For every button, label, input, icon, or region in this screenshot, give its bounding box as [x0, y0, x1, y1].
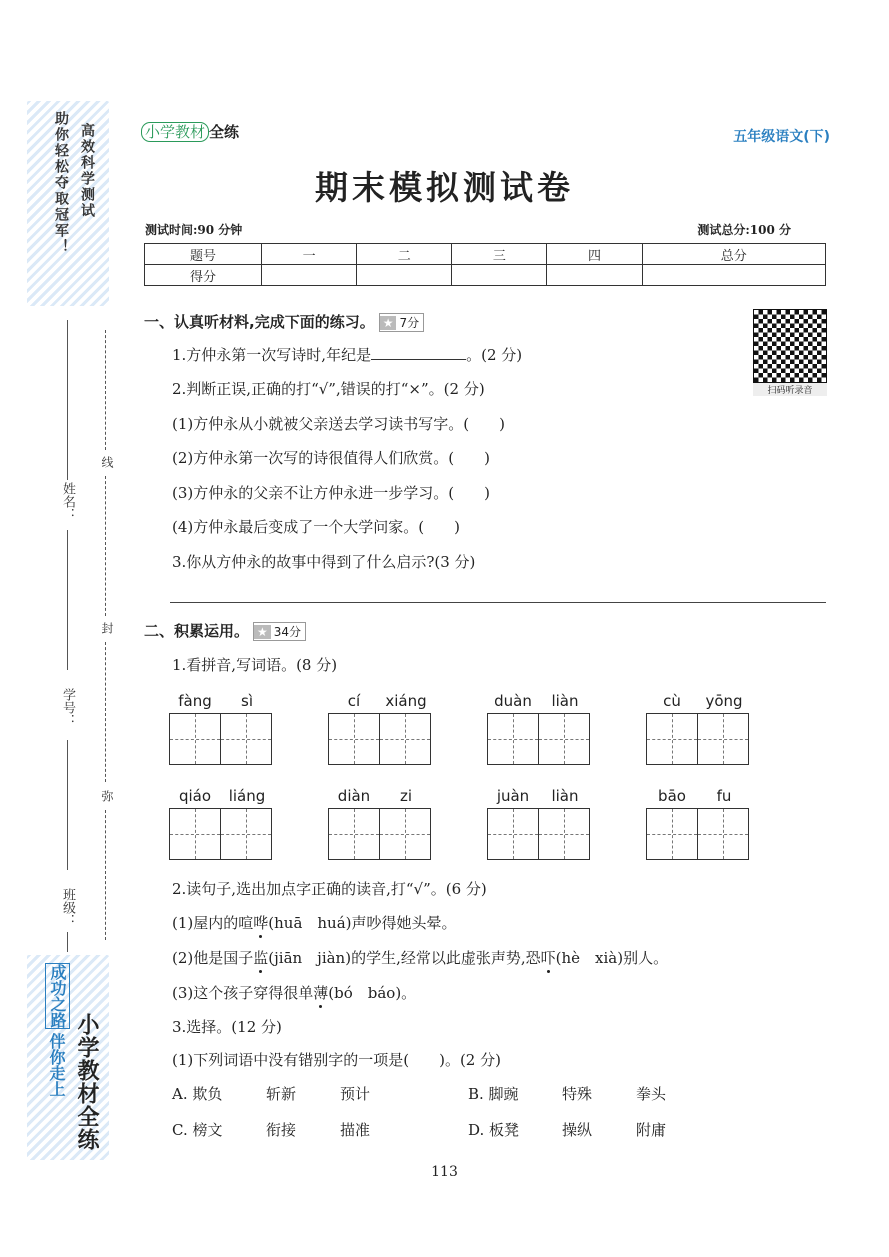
- publisher-logo: [141, 121, 239, 142]
- answer-blank[interactable]: [371, 345, 466, 360]
- option-word: 预计: [340, 1085, 371, 1103]
- option-word: D. 板凳: [468, 1121, 520, 1139]
- writing-cell[interactable]: [328, 713, 380, 765]
- page-number: 113: [431, 1164, 458, 1180]
- question-text: 。(2 分): [466, 346, 523, 364]
- section1-title: 一、认真听材料,完成下面的练习。: [144, 313, 375, 331]
- table-cell: 四: [547, 244, 642, 265]
- writing-cell[interactable]: [328, 808, 380, 860]
- question-1-2-1[interactable]: (1)方仲永从小就被父亲送去学习读书写字。( ): [172, 415, 505, 433]
- star-icon: ★: [380, 316, 397, 330]
- writing-cell[interactable]: [379, 808, 431, 860]
- question-2-2-3[interactable]: [172, 982, 416, 1003]
- score-input-cell[interactable]: [262, 265, 357, 286]
- table-cell: 一: [262, 244, 357, 265]
- side-slogan-line1: 高效科学测试: [79, 123, 95, 219]
- writing-cell[interactable]: [538, 713, 590, 765]
- pinyin-syllable: bāo: [658, 787, 686, 805]
- sentence-text: (hè xià)别人。: [555, 949, 669, 967]
- logo-part2: 全练: [209, 123, 240, 141]
- question-2-2-1[interactable]: [172, 912, 457, 933]
- cut-line: [105, 810, 106, 940]
- score-input-cell[interactable]: [642, 265, 825, 286]
- writing-cell[interactable]: [646, 808, 698, 860]
- pinyin-syllable: qiáo: [178, 787, 212, 805]
- table-cell: 题号: [145, 244, 262, 265]
- pinyin-syllable: diàn: [337, 787, 371, 805]
- pinyin-word: [487, 787, 591, 860]
- name-label: 姓名：: [60, 482, 75, 521]
- option-word: 操纵: [562, 1121, 593, 1139]
- answer-line[interactable]: [170, 602, 826, 603]
- class-label: 班级：: [60, 888, 75, 927]
- option-word: C. 榜文: [172, 1121, 223, 1139]
- pinyin-syllable: sì: [241, 692, 253, 710]
- pinyin-word: [328, 692, 432, 765]
- pinyin-word: [169, 787, 273, 860]
- pinyin-syllable: yōng: [705, 692, 743, 710]
- option-word: 描准: [340, 1121, 371, 1139]
- writing-cell[interactable]: [220, 808, 272, 860]
- sentence-text: (3)这个孩子穿得很单: [172, 984, 314, 1002]
- cut-mark-line: 线: [100, 456, 114, 468]
- option-d[interactable]: [468, 1119, 519, 1140]
- dotted-char: 监: [253, 949, 269, 967]
- side-brand-sub2: 成功之路: [45, 963, 70, 1029]
- points-badge: [253, 622, 306, 641]
- side-slogan-line2: 助你轻松夺取冠军！: [53, 111, 69, 255]
- question-text: 1.方仲永第一次写诗时,年纪是: [172, 346, 372, 364]
- pinyin-word: [646, 692, 750, 765]
- pinyin-word: [169, 692, 273, 765]
- sentence-text: (jiān jiàn)的学生,经常以此虚张声势,恐: [268, 949, 541, 967]
- pinyin-word: [487, 692, 591, 765]
- name-field-line[interactable]: [67, 530, 68, 670]
- pinyin-word: [328, 787, 432, 860]
- question-1-2-4[interactable]: (4)方仲永最后变成了一个大学问家。( ): [172, 518, 460, 536]
- option-b[interactable]: [468, 1083, 519, 1104]
- pinyin-syllable: juàn: [496, 787, 530, 805]
- section1-heading: [144, 311, 424, 332]
- dotted-char: 哗: [253, 914, 269, 932]
- question-2-2-2[interactable]: [172, 947, 668, 968]
- cut-mark-fill: 弥: [100, 790, 114, 802]
- writing-cell[interactable]: [169, 713, 221, 765]
- star-icon: ★: [254, 625, 271, 639]
- writing-cell[interactable]: [697, 713, 749, 765]
- question-1-2: 2.判断正误,正确的打“√”,错误的打“×”。(2 分): [172, 380, 485, 398]
- score-table: [144, 243, 826, 286]
- table-cell: 三: [452, 244, 547, 265]
- sentence-text: (2)他是国子: [172, 949, 254, 967]
- section2-points: 34分: [273, 625, 302, 639]
- table-cell: 得分: [145, 265, 262, 286]
- score-input-cell[interactable]: [357, 265, 452, 286]
- score-input-cell[interactable]: [452, 265, 547, 286]
- pinyin-syllable: liàn: [551, 787, 579, 805]
- writing-cell[interactable]: [646, 713, 698, 765]
- option-word: 特殊: [562, 1085, 593, 1103]
- question-1-2-2[interactable]: (2)方仲永第一次写的诗很值得人们欣赏。( ): [172, 449, 490, 467]
- section2-heading: [144, 620, 306, 641]
- option-word: B. 脚豌: [468, 1085, 519, 1103]
- option-word: A. 欺负: [172, 1085, 223, 1103]
- logo-part1: 小学教材: [141, 122, 209, 142]
- page-title: 期末模拟测试卷: [315, 168, 574, 207]
- option-word: 斩新: [266, 1085, 297, 1103]
- test-time: 测试时间:90 分钟: [145, 223, 243, 237]
- pinyin-word: [646, 787, 750, 860]
- table-cell: 二: [357, 244, 452, 265]
- side-brand-panel: [27, 955, 109, 1160]
- side-brand-name: 小学教材全练: [74, 1013, 99, 1151]
- points-badge: [379, 313, 424, 332]
- question-2-2: 2.读句子,选出加点字正确的读音,打“√”。(6 分): [172, 880, 487, 898]
- id-field-line[interactable]: [67, 740, 68, 870]
- dotted-char: 吓: [540, 949, 556, 967]
- pinyin-syllable: duàn: [494, 692, 532, 710]
- question-1-3: 3.你从方仲永的故事中得到了什么启示?(3 分): [172, 553, 476, 571]
- pinyin-syllable: xiáng: [385, 692, 427, 710]
- writing-cell[interactable]: [220, 713, 272, 765]
- writing-cell[interactable]: [487, 808, 539, 860]
- qr-code-icon[interactable]: [753, 309, 827, 383]
- pinyin-syllable: fu: [716, 787, 732, 805]
- pinyin-syllable: fàng: [178, 692, 212, 710]
- pinyin-syllable: zi: [399, 787, 413, 805]
- score-table-header-row: [145, 244, 826, 265]
- section1-points: 7分: [399, 316, 420, 330]
- student-id-label: 学号：: [60, 688, 75, 727]
- sentence-text: (1)屋内的喧: [172, 914, 254, 932]
- qr-label: 扫码听录音: [753, 383, 827, 396]
- pinyin-syllable: cí: [347, 692, 361, 710]
- grade-label: 五年级语文(下): [733, 129, 830, 145]
- option-word: 衔接: [266, 1121, 297, 1139]
- writing-cell[interactable]: [379, 713, 431, 765]
- section2-title: 二、积累运用。: [144, 622, 250, 640]
- writing-cell[interactable]: [487, 713, 539, 765]
- cut-mark-seal: 封: [100, 622, 114, 634]
- class-field-line[interactable]: [67, 932, 68, 952]
- sentence-text: (huā huá)声吵得她头晕。: [268, 914, 457, 932]
- side-brand-sub1: 伴你走上: [47, 1033, 66, 1097]
- option-word: 附庸: [636, 1121, 667, 1139]
- sentence-text: (bó báo)。: [328, 984, 417, 1002]
- table-cell: 总分: [642, 244, 825, 265]
- pinyin-syllable: liàn: [551, 692, 579, 710]
- question-1-1: [172, 344, 522, 365]
- question-1-2-3[interactable]: (3)方仲永的父亲不让方仲永进一步学习。( ): [172, 484, 490, 502]
- question-2-3-1: (1)下列词语中没有错别字的一项是( )。(2 分): [172, 1051, 501, 1069]
- option-c[interactable]: [172, 1119, 222, 1140]
- pinyin-syllable: cù: [663, 692, 681, 710]
- cut-line: [105, 642, 106, 782]
- question-2-3: 3.选择。(12 分): [172, 1018, 282, 1036]
- option-word: 拳头: [636, 1085, 667, 1103]
- test-total: 测试总分:100 分: [697, 223, 791, 237]
- cut-line: [105, 330, 106, 450]
- writing-cell[interactable]: [538, 808, 590, 860]
- option-a[interactable]: [172, 1083, 222, 1104]
- score-input-cell[interactable]: [547, 265, 642, 286]
- cut-line: [105, 476, 106, 616]
- writing-cell[interactable]: [169, 808, 221, 860]
- score-table-score-row: [145, 265, 826, 286]
- writing-cell[interactable]: [697, 808, 749, 860]
- pinyin-syllable: liáng: [228, 787, 266, 805]
- dotted-char: 薄: [313, 984, 329, 1002]
- question-2-1: 1.看拼音,写词语。(8 分): [172, 656, 338, 674]
- margin-line: [67, 320, 68, 480]
